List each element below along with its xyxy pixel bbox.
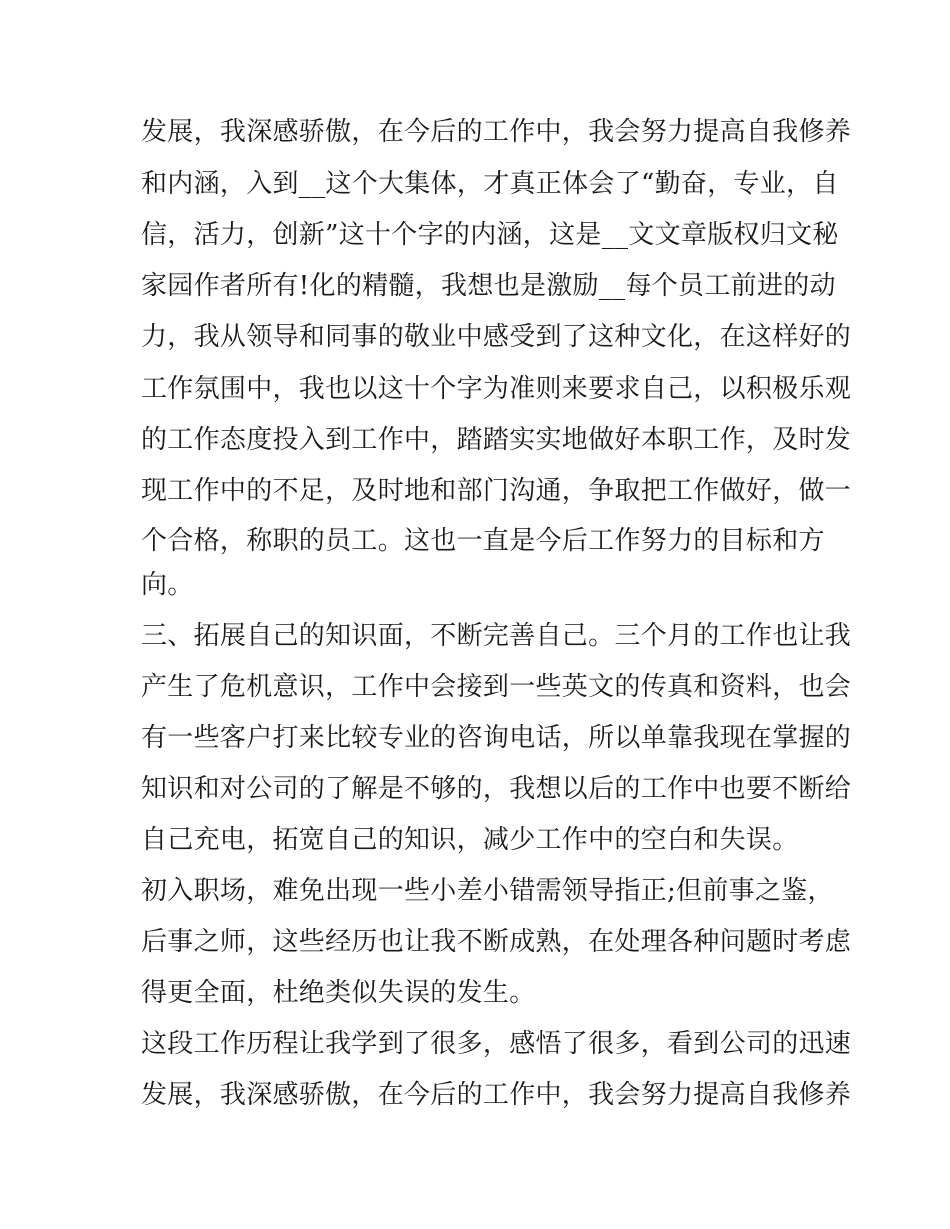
text-line: 个合格，称职的员工。这也一直是今后工作努力的目标和方 bbox=[141, 526, 825, 556]
text-line: 这段工作历程让我学到了很多，感悟了很多，看到公司的迅速 bbox=[141, 1029, 852, 1059]
text-line: 知识和对公司的了解是不够的，我想以后的工作中也要不断给 bbox=[141, 774, 852, 804]
text-line: 发展，我深感骄傲，在今后的工作中，我会努力提高自我修养 bbox=[141, 1080, 852, 1110]
text-line: 和内涵，入到__这个大集体，才真正体会了“勤奋，专业，自 bbox=[141, 169, 839, 199]
text-line: 工作氛围中，我也以这十个字为准则来要求自己，以积极乐观 bbox=[141, 374, 852, 404]
text-line: 产生了危机意识，工作中会接到一些英文的传真和资料，也会 bbox=[141, 672, 852, 702]
text-line: 向。 bbox=[141, 570, 194, 600]
text-line: 初入职场，难免出现一些小差小错需领导指正;但前事之鉴， bbox=[141, 876, 834, 906]
text-line: 有一些客户打来比较专业的咨询电话，所以单靠我现在掌握的 bbox=[141, 723, 852, 753]
section-heading: 三、拓展自己的知识面，不断完善自己。三个月的工作也让我 bbox=[141, 621, 852, 651]
text-line: 家园作者所有!化的精髓，我想也是激励__每个员工前进的动 bbox=[141, 271, 836, 301]
text-line: 现工作中的不足，及时地和部门沟通，争取把工作做好，做一 bbox=[141, 476, 852, 506]
text-line: 力，我从领导和同事的敬业中感受到了这种文化，在这样好的 bbox=[141, 322, 852, 352]
text-line: 得更全面，杜绝类似失误的发生。 bbox=[141, 978, 536, 1008]
text-line: 信，活力，创新”这十个字的内涵，这是__文文章版权归文秘 bbox=[141, 220, 839, 250]
text-line: 发展，我深感骄傲，在今后的工作中，我会努力提高自我修养 bbox=[141, 117, 852, 147]
text-line: 的工作态度投入到工作中，踏踏实实地做好本职工作，及时发 bbox=[141, 425, 852, 455]
text-line: 自己充电，拓宽自己的知识，减少工作中的空白和失误。 bbox=[141, 825, 799, 855]
text-line: 后事之师，这些经历也让我不断成熟，在处理各种问题时考虑 bbox=[141, 927, 852, 957]
